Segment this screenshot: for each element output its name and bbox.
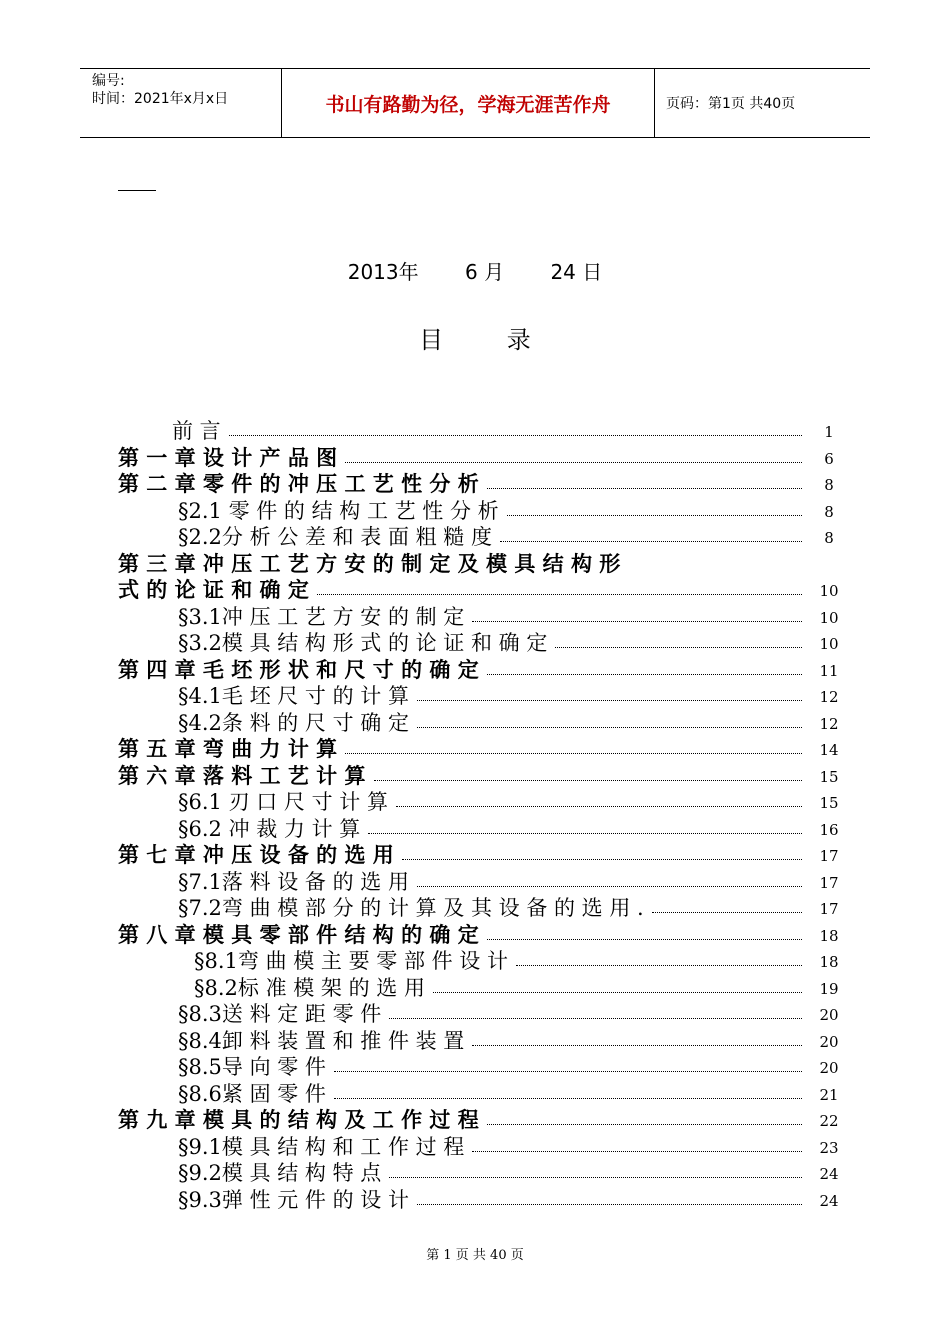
- toc-entry[interactable]: [0, 683, 950, 709]
- toc-entry[interactable]: [0, 445, 950, 471]
- date-year: 2013年: [347, 260, 419, 284]
- toc-page-number: 15: [819, 767, 839, 786]
- toc-page-number: 8: [824, 476, 834, 494]
- toc-entry-label: 第 九 章 模 具 的 结 构 及 工 作 过 程: [118, 1108, 479, 1132]
- toc-entry-label: §2.2分 析 公 差 和 表 面 粗 糙 度: [178, 525, 492, 549]
- toc-leader-dots: [433, 992, 802, 993]
- toc-page-number: 10: [819, 635, 839, 653]
- toc-leader-dots: [555, 647, 802, 648]
- toc-leader-dots: [345, 462, 802, 463]
- toc-entry-label: §4.2条 料 的 尺 寸 确 定: [178, 710, 409, 735]
- toc-entry-label: §8.2标 准 模 架 的 选 用: [194, 975, 425, 1000]
- toc-entry-label: §3.1冲 压 工 艺 方 安 的 制 定: [178, 604, 465, 629]
- toc-entry-label: §6.1 刃 口 尺 寸 计 算: [178, 790, 388, 814]
- toc-entry-label: §4.1毛 坯 尺 寸 的 计 算: [178, 684, 409, 708]
- toc-leader-dots: [500, 541, 802, 542]
- toc-entry[interactable]: [0, 710, 950, 736]
- toc-page-number: 8: [824, 529, 834, 547]
- toc-page-number: 24: [819, 1165, 839, 1183]
- toc-page-number: 17: [819, 847, 839, 865]
- toc-page-number: 8: [824, 502, 834, 521]
- toc-leader-dots: [417, 1204, 802, 1205]
- toc-leader-dots: [345, 753, 802, 754]
- toc-entry[interactable]: [0, 524, 950, 550]
- toc-entry[interactable]: [0, 1081, 950, 1107]
- toc-entry-label: 第 七 章 冲 压 设 备 的 选 用: [118, 843, 394, 867]
- toc-entry-label: §6.2 冲 裁 力 计 算: [178, 816, 361, 841]
- toc-leader-dots: [417, 700, 802, 701]
- toc-page-number: 23: [819, 1138, 839, 1157]
- toc-leader-dots: [487, 1124, 802, 1125]
- toc-page-number: 17: [819, 900, 839, 918]
- toc-entry-label: 第 二 章 零 件 的 冲 压 工 艺 性 分 析: [118, 472, 479, 496]
- toc-entry-label: 式 的 论 证 和 确 定: [118, 578, 309, 602]
- toc-page-number: 12: [819, 688, 839, 706]
- toc-leader-dots: [417, 886, 802, 887]
- toc-entry[interactable]: [0, 1028, 950, 1054]
- toc-page-number: 21: [819, 1085, 839, 1104]
- toc-page-number: 17: [819, 873, 839, 892]
- toc-leader-dots: [334, 1098, 802, 1099]
- toc-leader-dots: [389, 1177, 802, 1178]
- page-footer: 第 1 页 共 40 页: [426, 1248, 524, 1263]
- document-header: [80, 68, 870, 138]
- toc-leader-dots: [317, 594, 802, 595]
- toc-leader-dots: [472, 621, 802, 622]
- toc-entry[interactable]: [0, 763, 950, 789]
- toc-entry-label: §9.2模 具 结 构 特 点: [178, 1161, 382, 1185]
- date-month: 6 月: [465, 260, 505, 284]
- toc-page-number: 19: [819, 979, 839, 998]
- toc-leader-dots: [472, 1045, 802, 1046]
- time-label: 时间：2021年x月x日: [92, 91, 229, 107]
- toc-leader-dots: [396, 806, 802, 807]
- toc-leader-dots: [472, 1151, 802, 1152]
- toc-entry[interactable]: [0, 1054, 950, 1080]
- toc-leader-dots: [652, 912, 802, 913]
- date-day: 24 日: [550, 260, 603, 284]
- toc-entry-label: 第 一 章 设 计 产 品 图: [118, 445, 338, 470]
- toc-leader-dots: [368, 833, 802, 834]
- toc-entry[interactable]: [0, 604, 950, 630]
- toc-entry-label: 第 三 章 冲 压 工 艺 方 安 的 制 定 及 模 具 结 构 形: [118, 551, 621, 576]
- toc-entry-label: §8.6紧 固 零 件: [178, 1081, 326, 1106]
- toc-entry-label: §2.1 零 件 的 结 构 工 艺 性 分 析: [178, 498, 499, 523]
- toc-entry-label: §8.1弯 曲 模 主 要 零 部 件 设 计: [194, 949, 508, 973]
- header-page-info: 页码：第1页 共40页: [666, 96, 796, 112]
- toc-entry[interactable]: [0, 1160, 950, 1186]
- toc-entry[interactable]: [0, 1187, 950, 1213]
- toc-entry[interactable]: [0, 630, 950, 656]
- toc-entry[interactable]: [0, 577, 950, 603]
- toc-page-number: 1: [824, 423, 834, 441]
- toc-entry-label: §8.5导 向 零 件: [178, 1055, 326, 1079]
- toc-leader-dots: [507, 515, 802, 516]
- toc-leader-dots: [487, 488, 802, 489]
- toc-entry[interactable]: [0, 657, 950, 683]
- toc-entry-label: §8.4卸 料 装 置 和 推 件 装 置: [178, 1028, 465, 1053]
- toc-leader-dots: [229, 435, 802, 436]
- toc-page-number: 20: [819, 1006, 839, 1024]
- toc-entry-label: §9.1模 具 结 构 和 工 作 过 程: [178, 1134, 465, 1159]
- toc-page-number: 24: [819, 1191, 839, 1210]
- toc-entry[interactable]: [0, 895, 950, 921]
- toc-page-number: 11: [819, 661, 839, 680]
- toc-page-number: 16: [819, 820, 839, 839]
- toc-entry-label: §9.3弹 性 元 件 的 设 计: [178, 1187, 409, 1212]
- toc-page-number: 18: [819, 926, 839, 945]
- toc-page-number: 6: [824, 449, 834, 468]
- toc-entry[interactable]: [0, 789, 950, 815]
- toc-leader-dots: [516, 965, 802, 966]
- toc-entry[interactable]: [0, 471, 950, 497]
- toc-entry-label: §8.3送 料 定 距 零 件: [178, 1002, 382, 1026]
- toc-leader-dots: [402, 859, 802, 860]
- document-date: [0, 256, 950, 285]
- toc-page-number: 14: [819, 741, 839, 759]
- toc-page-number: 18: [819, 953, 839, 971]
- toc-entry-label: 前 言: [172, 419, 221, 443]
- toc-entry-label: 第 四 章 毛 坯 形 状 和 尺 寸 的 确 定: [118, 657, 479, 682]
- toc-entry[interactable]: [0, 869, 950, 895]
- toc-entry[interactable]: [0, 1001, 950, 1027]
- toc-entry[interactable]: [0, 816, 950, 842]
- toc-page-number: 15: [819, 794, 839, 812]
- toc-entry-label: §3.2模 具 结 构 形 式 的 论 证 和 确 定: [178, 631, 548, 655]
- toc-leader-dots: [487, 939, 802, 940]
- toc-entry-label: §7.2弯 曲 模 部 分 的 计 算 及 其 设 备 的 选 用 .: [178, 896, 644, 920]
- toc-leader-dots: [487, 674, 802, 675]
- toc-entry[interactable]: [0, 922, 950, 948]
- toc-entry-label: 第 六 章 落 料 工 艺 计 算: [118, 763, 366, 788]
- toc-entry[interactable]: [0, 498, 950, 524]
- toc-page-number: 20: [819, 1032, 839, 1051]
- toc-entry[interactable]: [0, 551, 950, 577]
- header-meta: [80, 69, 282, 137]
- toc-entry-label: §7.1落 料 设 备 的 选 用: [178, 869, 409, 894]
- toc-entry[interactable]: [0, 948, 950, 974]
- toc-leader-dots: [417, 727, 802, 728]
- toc-leader-dots: [334, 1071, 802, 1072]
- toc-entry[interactable]: [0, 418, 950, 444]
- toc-page-number: 20: [819, 1059, 839, 1077]
- toc-title: 目 录: [419, 326, 559, 354]
- toc-entry[interactable]: [0, 1107, 950, 1133]
- toc-entry[interactable]: [0, 1134, 950, 1160]
- toc-page-number: 22: [819, 1112, 839, 1130]
- toc-entry[interactable]: [0, 975, 950, 1001]
- toc-entry-label: 第 八 章 模 具 零 部 件 结 构 的 确 定: [118, 922, 479, 947]
- toc-entry-label: 第 五 章 弯 曲 力 计 算: [118, 737, 338, 761]
- toc-entry[interactable]: [0, 736, 950, 762]
- toc-leader-dots: [374, 780, 802, 781]
- toc-page-number: 10: [819, 608, 839, 627]
- toc-page-number: 10: [819, 582, 839, 600]
- number-label: 编号:: [92, 73, 125, 89]
- toc-leader-dots: [389, 1018, 802, 1019]
- header-motto: 书山有路勤为径，学海无涯苦作舟: [282, 69, 655, 137]
- toc-page-number: 12: [819, 714, 839, 733]
- short-rule: [118, 190, 156, 191]
- toc-entry[interactable]: [0, 842, 950, 868]
